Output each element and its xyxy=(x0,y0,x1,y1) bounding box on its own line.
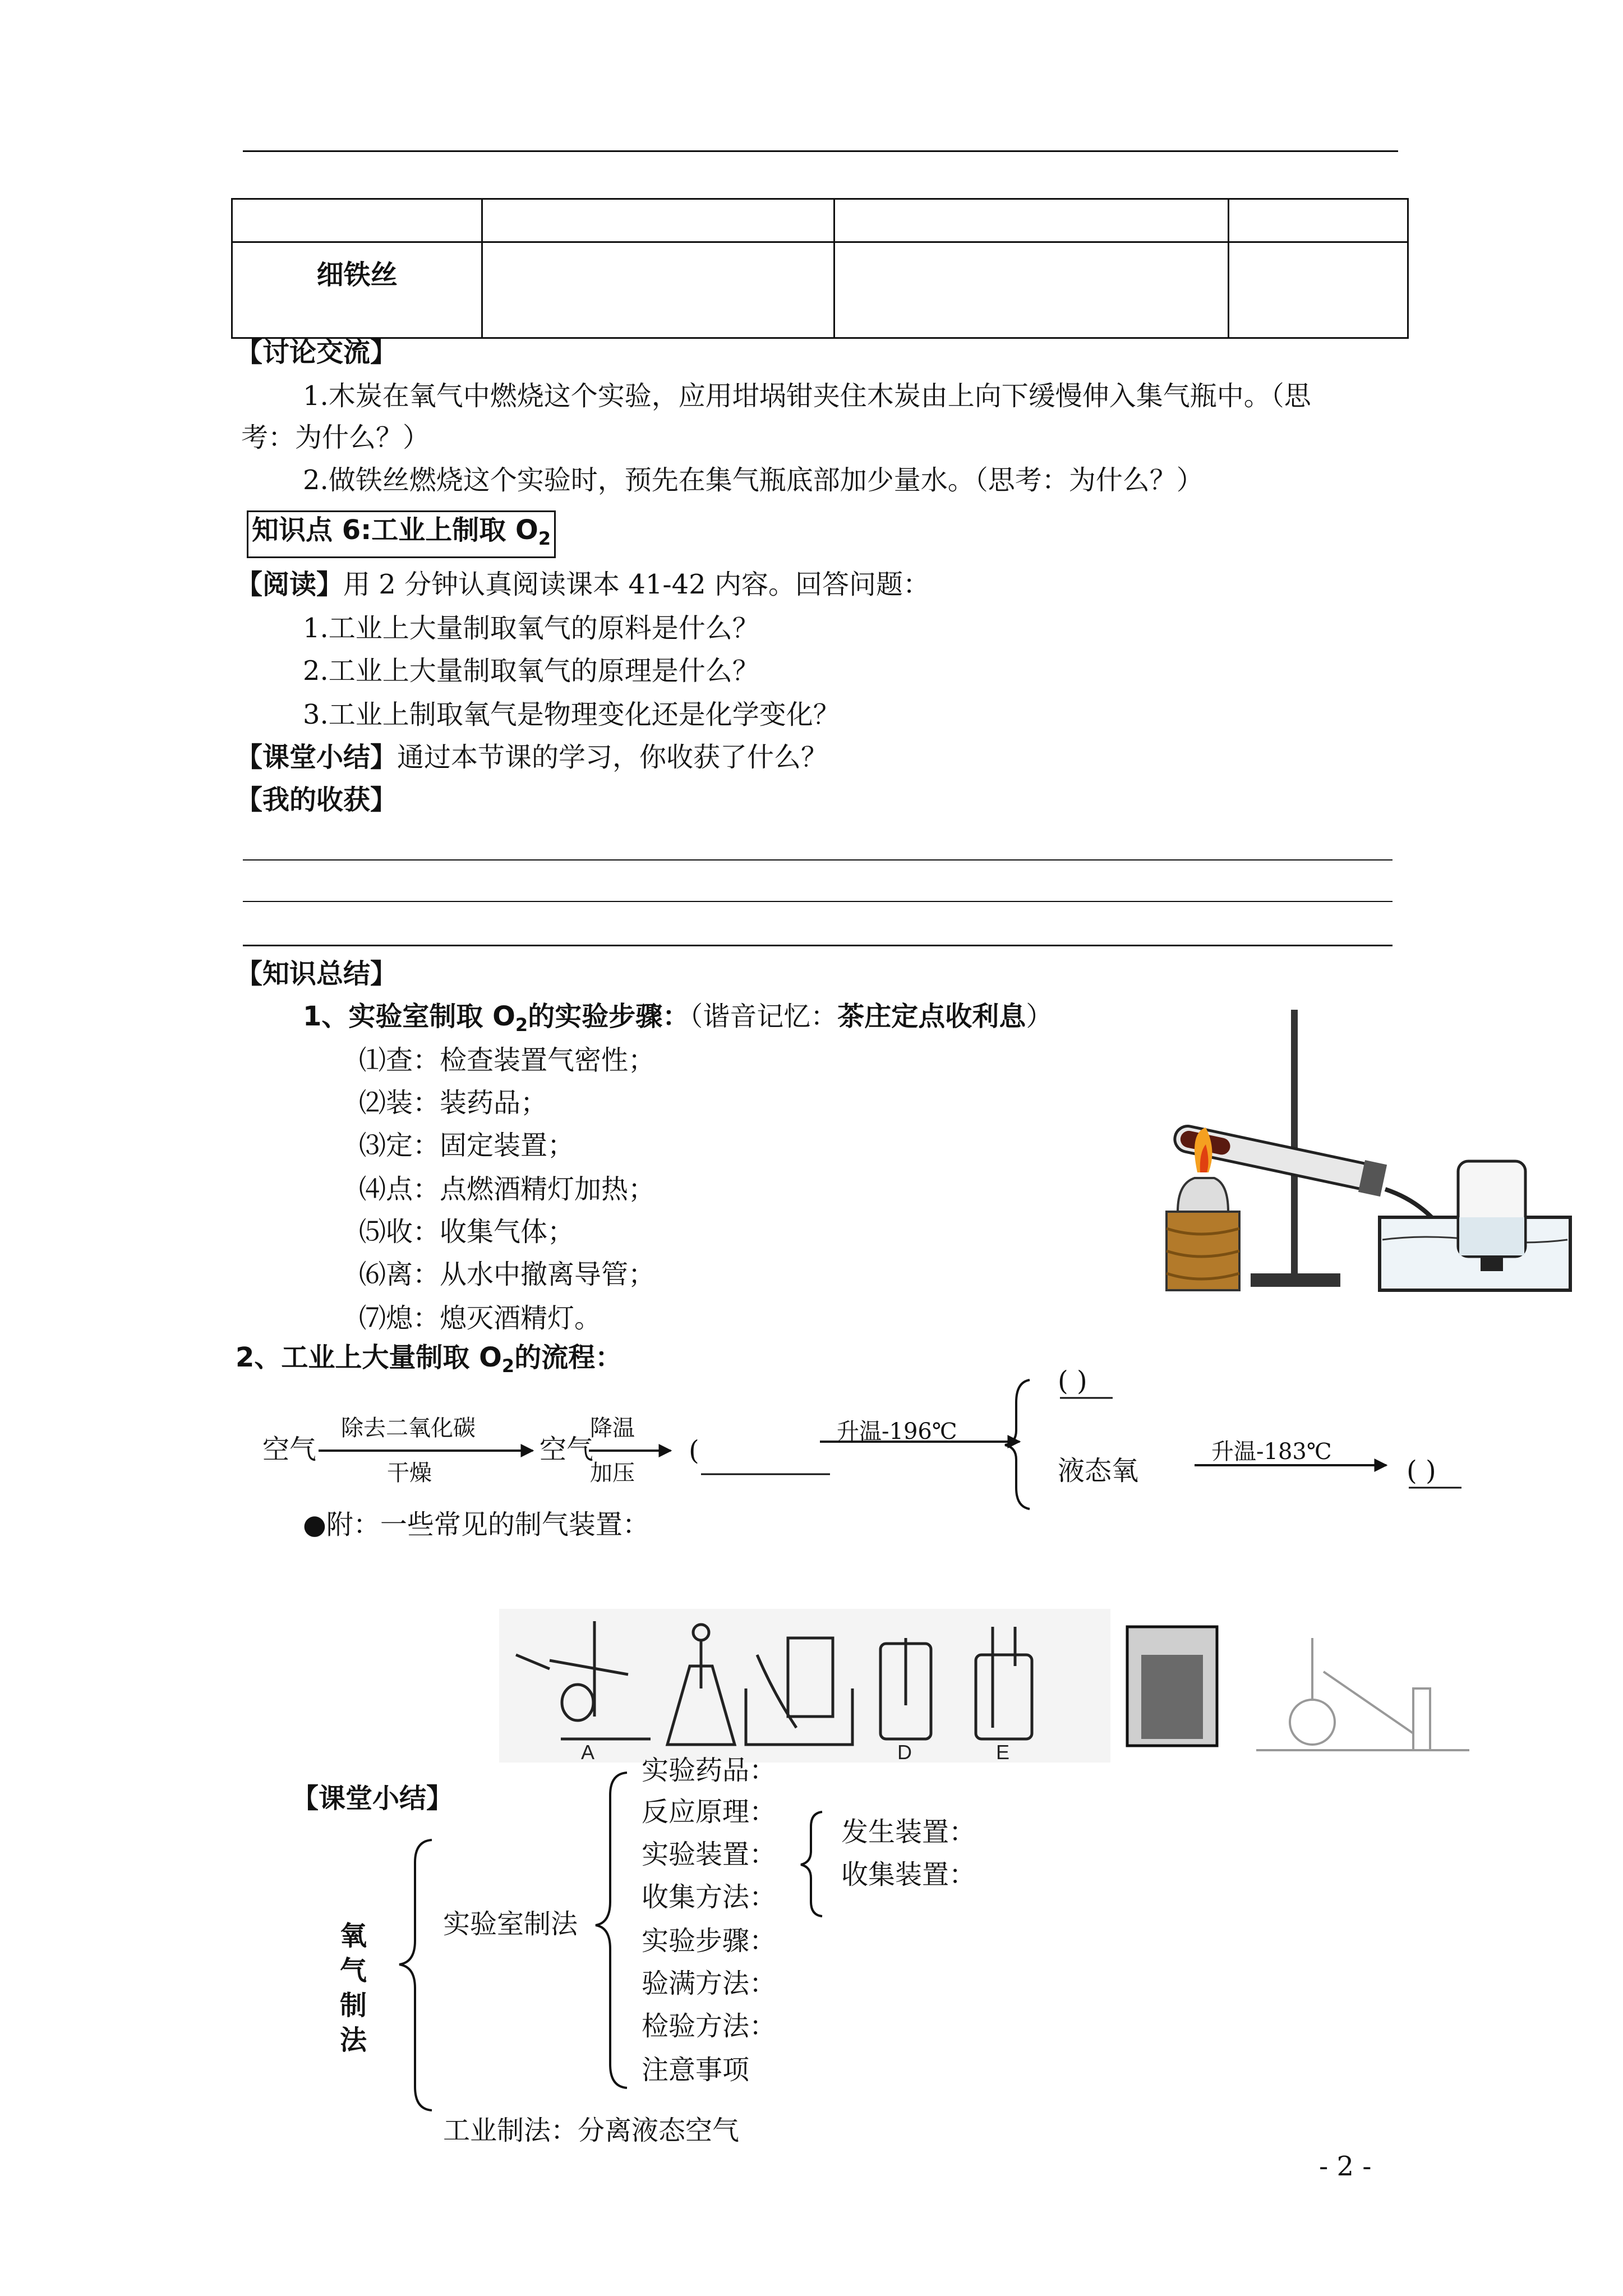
summary-braces xyxy=(0,1739,1623,2132)
discussion-item-2: 2.做铁丝燃烧这个实验时，预先在集气瓶底部加少量水。（思考：为什么？） xyxy=(303,464,1204,496)
flow-blank-end: ( ) xyxy=(1407,1455,1436,1487)
flow-air-1: 空气 xyxy=(262,1434,317,1465)
lab-step: ⑷点：点燃酒精灯加热； xyxy=(359,1174,656,1205)
flow-step2-top: 降温 xyxy=(590,1415,635,1441)
oxygen-lab-apparatus-illustration xyxy=(1144,993,1587,1307)
industrial-process-title: 2、工业上大量制取 $O_2$的流程： xyxy=(236,1342,623,1377)
lab-step: ⑵装：装药品； xyxy=(359,1087,548,1119)
flow-paren-open: ( xyxy=(689,1435,699,1466)
discussion-heading: 【讨论交流】 xyxy=(236,337,398,368)
experiment-table xyxy=(231,198,1409,339)
apparatus-g-icon xyxy=(1256,1638,1469,1750)
apparatus-item: 收集装置： xyxy=(841,1859,976,1890)
table-cell xyxy=(1228,199,1408,242)
reading-q1: 1.工业上大量制取氧气的原料是什么？ xyxy=(303,613,759,644)
my-gains-heading: 【我的收获】 xyxy=(236,784,398,816)
flow-step4-top: 升温-183℃ xyxy=(1211,1439,1332,1465)
lab-step: ⑴查：检查装置气密性； xyxy=(359,1045,656,1076)
apparatus-label-e: E xyxy=(996,1741,1010,1764)
table-cell xyxy=(1228,242,1408,338)
table-cell xyxy=(834,242,1228,338)
flow-air-2: 空气 xyxy=(540,1434,594,1465)
table-row-label: 细铁丝 xyxy=(316,259,398,291)
table-cell xyxy=(232,199,482,242)
lab-item: 反应原理： xyxy=(642,1796,777,1828)
appendix-note: ●附：一些常见的制气装置： xyxy=(303,1509,649,1540)
header-rule xyxy=(243,150,1398,152)
flow-step1-top: 除去二氧化碳 xyxy=(341,1415,476,1441)
discussion-item-1: 1.木炭在氧气中燃烧这个实验，应用坩埚钳夹住木炭由上向下缓慢伸入集气瓶中。（思 xyxy=(303,380,1311,412)
lab-item: 检验方法： xyxy=(642,2010,777,2042)
lab-item: 验满方法： xyxy=(642,1968,777,1999)
oxygen-method-vertical-title: 氧 气 制 法 xyxy=(340,1920,367,2056)
flow-blank-top: ( ) xyxy=(1058,1365,1087,1397)
table-cell xyxy=(482,242,834,338)
answer-line xyxy=(243,859,1393,861)
lab-step: ⑹离：从水中撤离导管； xyxy=(359,1259,656,1290)
table-row xyxy=(232,199,1408,242)
apparatus-item: 发生装置： xyxy=(841,1816,976,1848)
table-cell xyxy=(834,199,1228,242)
answer-line xyxy=(243,901,1393,902)
table-cell xyxy=(232,242,482,338)
lab-method-label: 实验室制法 xyxy=(443,1908,578,1940)
answer-line xyxy=(243,945,1393,946)
reading-line: 【阅读】用 2 分钟认真阅读课本 41-42 内容。回答问题： xyxy=(236,569,930,600)
apparatus-label-a: A xyxy=(581,1741,595,1764)
class-summary-line: 【课堂小结】通过本节课的学习，你收获了什么？ xyxy=(236,742,828,773)
lab-item: 注意事项 xyxy=(642,2054,750,2086)
lab-step: ⑺熄：熄灭酒精灯。 xyxy=(359,1303,602,1334)
discussion-item-1-cont: 考：为什么？） xyxy=(241,422,430,453)
reading-q2: 2.工业上大量制取氧气的原理是什么？ xyxy=(303,655,759,687)
lab-step: ⑶定：固定装置； xyxy=(359,1130,575,1161)
industrial-method-label: 工业制法：分离液态空气 xyxy=(443,2115,740,2146)
lab-step: ⑸收：收集气体； xyxy=(359,1216,575,1248)
lab-item: 实验装置： xyxy=(642,1839,777,1870)
page-number: - 2 - xyxy=(1319,2151,1372,2182)
flow-step1-bottom: 干燥 xyxy=(387,1460,432,1486)
apparatus-label-d: D xyxy=(897,1741,912,1764)
flow-step3-top: 升温-196℃ xyxy=(837,1419,957,1444)
lab-steps-title: 1、实验室制取 $O_2$的实验步骤：（谐音记忆：茶庄定点收利息） xyxy=(303,1001,1053,1036)
table-cell xyxy=(482,199,834,242)
class-summary-2-heading: 【课堂小结】 xyxy=(292,1783,454,1814)
knowledge-summary-heading: 【知识总结】 xyxy=(236,958,398,990)
table-row xyxy=(232,242,1408,338)
flow-liquid-oxygen: 液态氧 xyxy=(1058,1455,1139,1487)
flow-arrows xyxy=(0,1346,1623,1515)
lab-item: 实验步骤： xyxy=(642,1925,777,1957)
flow-step2-bottom: 加压 xyxy=(590,1460,635,1486)
knowledge-point-6-title: 知识点 6:工业上制取 $O_2$ xyxy=(247,510,556,558)
lab-item: 实验药品： xyxy=(642,1755,777,1786)
reading-q3: 3.工业上制取氧气是物理变化还是化学变化？ xyxy=(303,699,840,730)
lab-item: 收集方法： xyxy=(642,1881,777,1913)
